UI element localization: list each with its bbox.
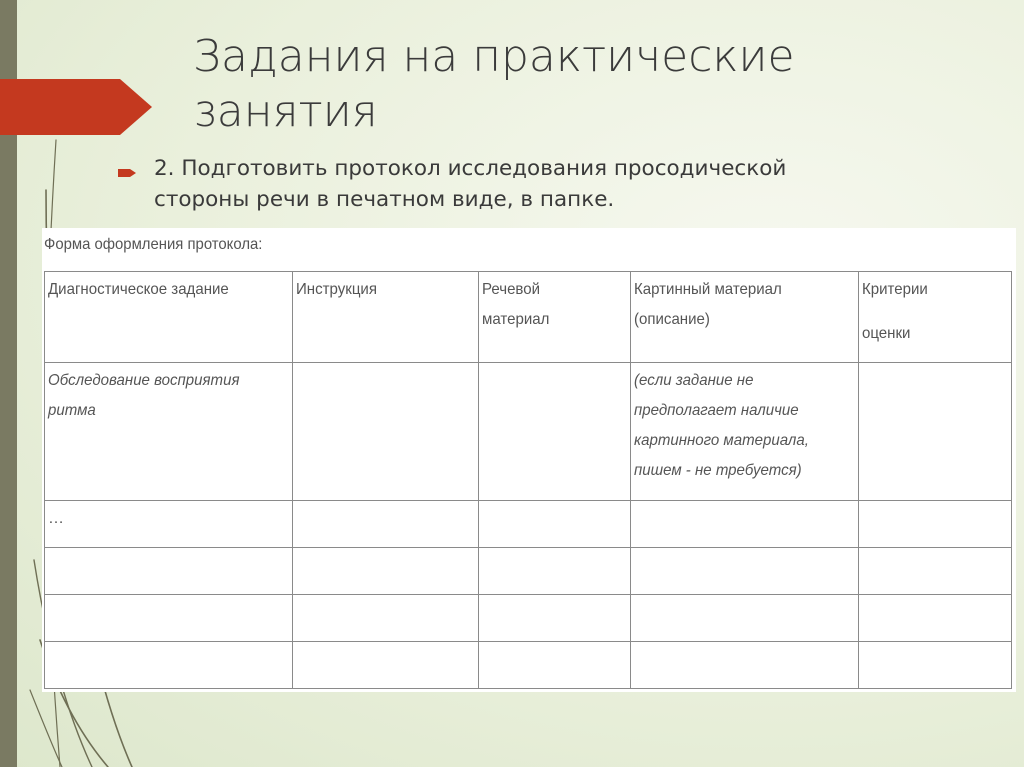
table-cell bbox=[293, 363, 479, 501]
picture-note-line-4: пишем - не требуется) bbox=[634, 462, 802, 479]
bullet-item bbox=[154, 153, 974, 215]
column-header-picture-material-line-2: (описание) bbox=[634, 311, 710, 328]
table-cell bbox=[479, 501, 631, 548]
sample-task-line-2: ритма bbox=[48, 402, 96, 419]
continuation-cell bbox=[45, 501, 293, 548]
table-header-row bbox=[45, 272, 1012, 363]
slide-title-line-1: Задания на практические bbox=[193, 31, 795, 82]
continuation-ellipsis: … bbox=[48, 510, 64, 527]
sample-task-cell bbox=[45, 363, 293, 501]
table-cell bbox=[293, 595, 479, 642]
table-cell bbox=[859, 595, 1012, 642]
bullet-line-2: стороны речи в печатном виде, в папке. bbox=[154, 187, 615, 212]
column-header-speech-material-line-1: Речевой bbox=[482, 281, 541, 298]
column-header-task bbox=[45, 272, 293, 363]
accent-arrow-shape bbox=[0, 79, 152, 135]
table-cell bbox=[293, 548, 479, 595]
column-header-criteria-line-2: оценки bbox=[862, 325, 911, 342]
column-header-picture-material-line-1: Картинный материал bbox=[634, 281, 782, 298]
protocol-form-image bbox=[42, 228, 1016, 692]
table-cell bbox=[45, 642, 293, 689]
table-cell bbox=[631, 501, 859, 548]
slide-title-line-2: занятия bbox=[193, 86, 378, 137]
column-header-speech-material bbox=[479, 272, 631, 363]
table-cell bbox=[859, 548, 1012, 595]
sample-picture-note-cell bbox=[631, 363, 859, 501]
slide-title bbox=[193, 29, 973, 139]
table-cell bbox=[479, 595, 631, 642]
table-cell bbox=[293, 501, 479, 548]
table-cell bbox=[859, 642, 1012, 689]
table-row bbox=[45, 595, 1012, 642]
table-cell bbox=[479, 363, 631, 501]
table-cell bbox=[45, 595, 293, 642]
column-header-criteria bbox=[859, 272, 1012, 363]
table-cell bbox=[293, 642, 479, 689]
table-row bbox=[45, 642, 1012, 689]
table-cell bbox=[479, 642, 631, 689]
table-cell bbox=[631, 642, 859, 689]
column-header-picture-material bbox=[631, 272, 859, 363]
column-header-criteria-line-1: Критерии bbox=[862, 281, 928, 298]
sample-task-line-1: Обследование восприятия bbox=[48, 372, 240, 389]
table-cell bbox=[45, 548, 293, 595]
arrow-bullet-icon bbox=[118, 168, 136, 178]
bullet-line-1: 2. Подготовить протокол исследования просодической bbox=[154, 156, 787, 181]
table-cell bbox=[631, 548, 859, 595]
column-header-speech-material-line-2: материал bbox=[482, 311, 550, 328]
table-row bbox=[45, 548, 1012, 595]
column-header-instruction-text: Инструкция bbox=[296, 281, 377, 298]
protocol-table bbox=[44, 271, 1012, 689]
column-header-task-text: Диагностическое задание bbox=[48, 281, 229, 298]
table-cell bbox=[479, 548, 631, 595]
protocol-heading: Форма оформления протокола: bbox=[44, 236, 263, 253]
picture-note-line-3: картинного материала, bbox=[634, 432, 809, 449]
table-cell bbox=[859, 363, 1012, 501]
picture-note-line-1: (если задание не bbox=[634, 372, 754, 389]
table-row bbox=[45, 363, 1012, 501]
table-cell bbox=[859, 501, 1012, 548]
table-row bbox=[45, 501, 1012, 548]
table-cell bbox=[631, 595, 859, 642]
column-header-instruction bbox=[293, 272, 479, 363]
picture-note-line-2: предполагает наличие bbox=[634, 402, 799, 419]
